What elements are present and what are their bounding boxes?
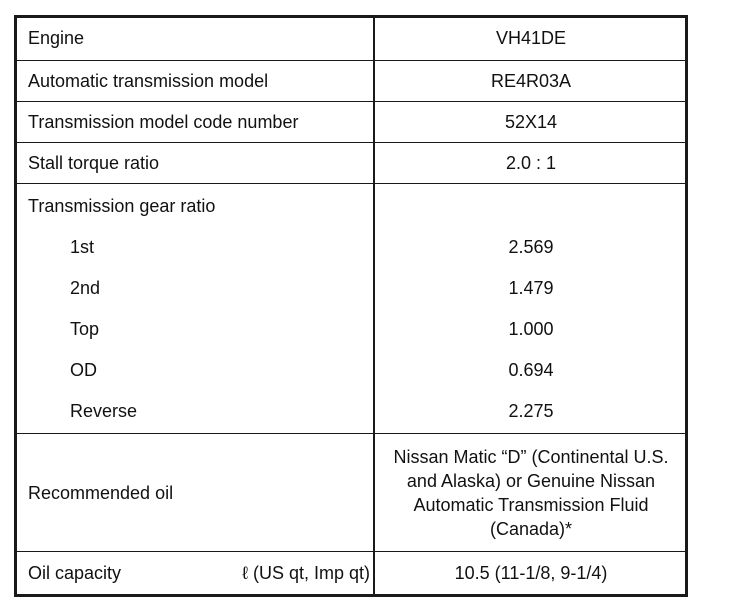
gear-ratio-label: Transmission gear ratio — [28, 196, 216, 216]
oil-capacity-text: Oil capacity — [28, 563, 122, 583]
column-divider — [373, 15, 375, 597]
code-number-label: Transmission model code number — [28, 112, 299, 132]
row-divider — [14, 183, 688, 184]
at-model-label: Automatic transmission model — [28, 71, 269, 91]
gear-top-value: 1.000 — [508, 319, 554, 339]
at-model-value: RE4R03A — [490, 71, 572, 91]
gear-top-label: Top — [70, 319, 100, 339]
engine-value: VH41DE — [495, 28, 567, 48]
stall-torque-label: Stall torque ratio — [28, 153, 160, 173]
oil-capacity-unit: ℓ (US qt, Imp qt) — [242, 563, 370, 583]
code-number-value: 52X14 — [504, 112, 558, 132]
recommended-oil-value: Nissan Matic “D” (Continental U.S. and Alaska) or Genuine Nissan Automatic Transmission Fluid (Canada)* — [393, 446, 669, 539]
gear-od-label: OD — [70, 360, 97, 380]
gear-2nd-value: 1.479 — [508, 278, 554, 298]
oil-capacity-value: 10.5 (11-1/8, 9-1/4) — [454, 563, 608, 583]
gear-1st-value: 2.569 — [508, 237, 554, 257]
table-bottom-border — [14, 594, 688, 597]
gear-od-value: 0.694 — [508, 360, 554, 380]
gear-reverse-value: 2.275 — [508, 401, 554, 421]
specification-table — [14, 15, 688, 597]
recommended-oil-label: Recommended oil — [28, 482, 174, 503]
gear-2nd-label: 2nd — [70, 278, 101, 298]
gear-1st-label: 1st — [70, 237, 95, 257]
stall-torque-value: 2.0 : 1 — [505, 153, 557, 173]
gear-reverse-label: Reverse — [70, 401, 138, 421]
engine-label: Engine — [28, 28, 85, 48]
table-left-border — [14, 15, 17, 597]
